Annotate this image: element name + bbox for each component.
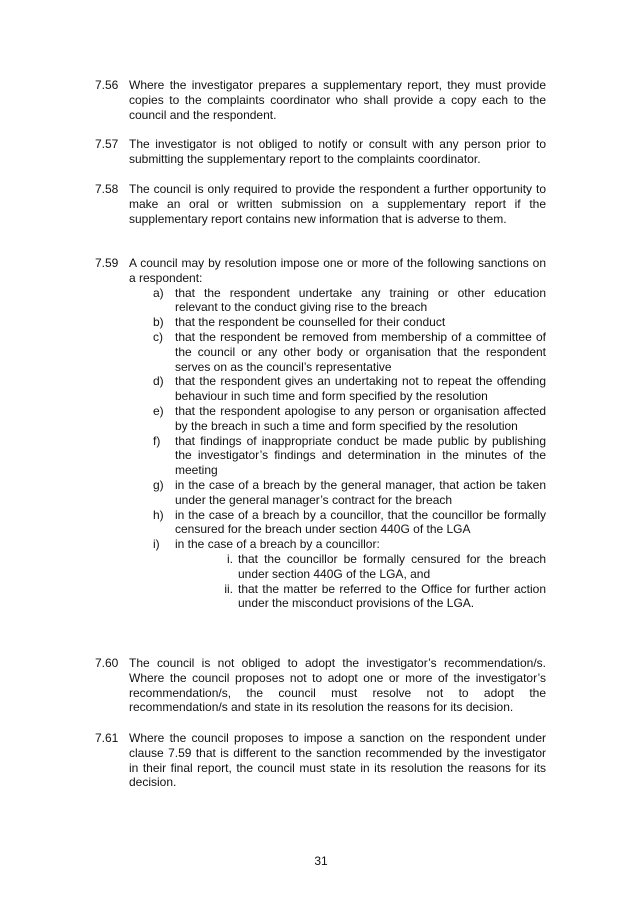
list-label: c) xyxy=(153,329,163,344)
page-number: 31 xyxy=(314,854,328,868)
clause-number: 7.59 xyxy=(95,256,119,270)
nested-list-item xyxy=(215,582,546,612)
list-label: f) xyxy=(153,433,161,448)
clause-text: Where the investigator prepares a supplementary report, they must provide copies to the complaints coordinator who shall provide a copy each to the council and the respondent. xyxy=(129,78,546,122)
clause-7-57 xyxy=(95,137,546,167)
clause-7-59 xyxy=(95,256,546,611)
list-item xyxy=(153,434,546,478)
clause-intro: A council may by resolution impose one or more of the following sanctions on a respondent: xyxy=(129,256,546,285)
clause-number: 7.57 xyxy=(95,137,119,151)
clause-7-58 xyxy=(95,182,546,226)
list-label: e) xyxy=(153,403,164,418)
clause-text: Where the council proposes to impose a sanction on the respondent under clause 7.59 that is different to the sanction recommended by the investigator in their final report, the council must state in its resolution the reasons for its decision. xyxy=(129,731,546,790)
list-text: that the respondent apologise to any person or organisation affected by the breach in such a time and form specified by the resolution xyxy=(175,403,546,433)
list-item xyxy=(153,537,546,611)
list-text: in the case of a breach by the general manager, that action be taken under the general manager’s contract for the breach xyxy=(175,477,546,507)
list-label: d) xyxy=(153,374,164,389)
list-text: that the respondent undertake any training or other education relevant to the conduct giving rise to the breach xyxy=(175,285,546,315)
nested-list-text: that the councillor be formally censured for the breach under section 440G of the LGA, and xyxy=(238,551,546,581)
sanctions-list xyxy=(129,256,546,611)
clause-text: The council is only required to provide the respondent a further opportunity to make an oral or written submission on a supplementary report if the supplementary report contains new information that is adverse to them. xyxy=(129,182,546,226)
list-item xyxy=(153,374,546,404)
list-text: that the respondent be removed from membership of a committee of the council or any other body or organisation that the respondent serves on as the council’s representative xyxy=(175,329,546,374)
list-text: that the respondent gives an undertaking not to repeat the offending behaviour in such time and form specified by the resolution xyxy=(175,374,546,404)
list-label: b) xyxy=(153,315,164,330)
list-label: a) xyxy=(153,285,164,300)
list-item xyxy=(153,508,546,538)
list-label: h) xyxy=(153,507,164,522)
clause-number: 7.61 xyxy=(95,731,119,745)
list-text: that findings of inappropriate conduct be made public by publishing the investigator’s findings and determination in the minutes of the meeting xyxy=(175,433,546,478)
list-label: i) xyxy=(153,537,160,552)
list-item xyxy=(153,478,546,508)
list-item xyxy=(153,286,546,316)
list-item xyxy=(153,330,546,374)
list-item xyxy=(153,404,546,434)
clause-7-56 xyxy=(95,78,546,122)
clause-number: 7.60 xyxy=(95,656,119,670)
nested-list-label: i. xyxy=(227,551,233,566)
clause-number: 7.58 xyxy=(95,182,119,196)
clause-number: 7.56 xyxy=(95,78,119,92)
list-label: g) xyxy=(153,477,164,492)
clause-7-61 xyxy=(95,731,546,790)
list-text: in the case of a breach by a councillor, that the councillor be formally censured for the breach under section 440G of the LGA xyxy=(175,507,546,537)
list-text: that the respondent be counselled for their conduct xyxy=(175,315,446,330)
clause-text: The investigator is not obliged to notify or consult with any person prior to submitting the supplementary report to the complaints coordinator. xyxy=(129,137,546,166)
clause-7-60 xyxy=(95,656,546,715)
list-text: in the case of a breach by a councillor: xyxy=(175,537,380,552)
nested-list-text: that the matter be referred to the Office for further action under the misconduct provisions of the LGA. xyxy=(238,581,546,611)
nested-list-label: ii. xyxy=(224,581,233,596)
list-item xyxy=(153,315,546,330)
clause-text: The council is not obliged to adopt the investigator’s recommendation/s. Where the council proposes not to adopt one or more of the investigator’s recommendation/s, the council must resolve not to adopt the recommendation/s and state in its resolution the reasons for its decision. xyxy=(129,656,546,715)
nested-list-item xyxy=(215,552,546,582)
